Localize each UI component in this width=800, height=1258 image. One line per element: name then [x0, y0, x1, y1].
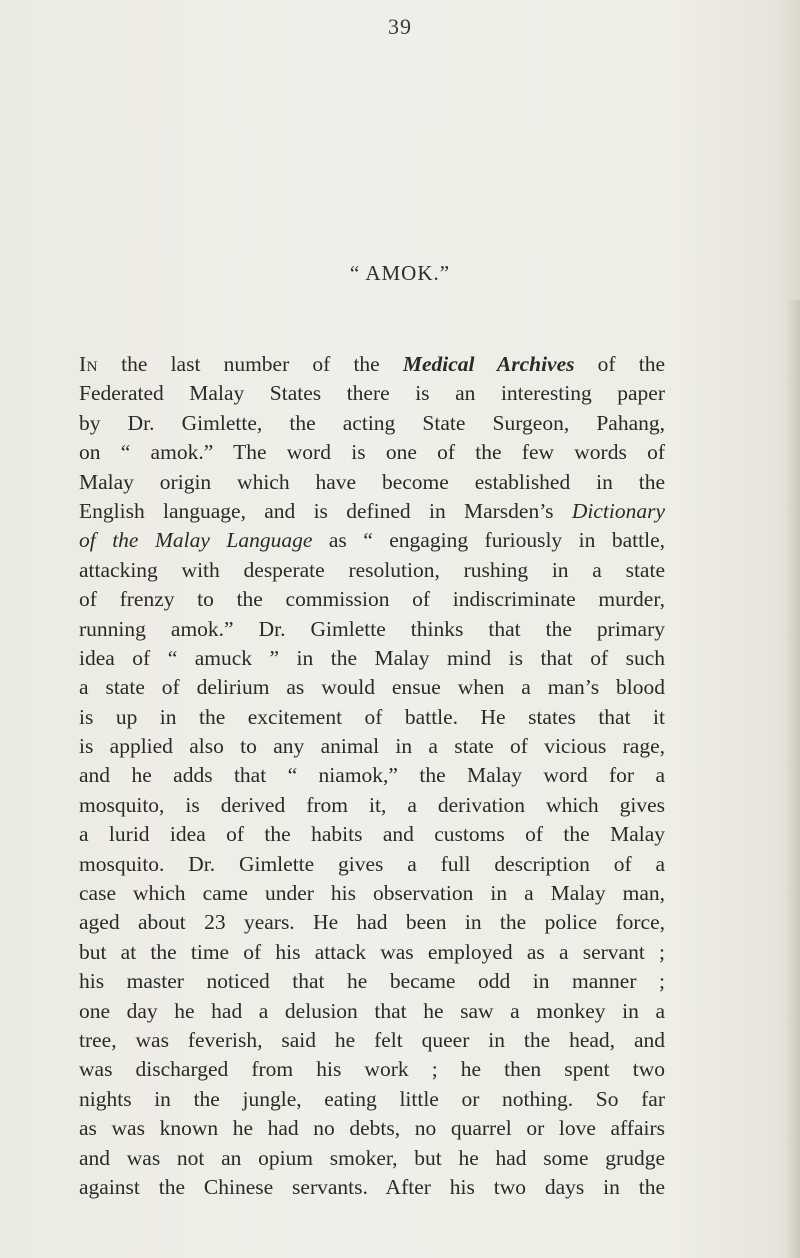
text-line	[79, 761, 665, 790]
text-run: running amok.” Dr. Gimlette thinks that the primary	[79, 616, 665, 641]
text-line	[79, 938, 665, 967]
text-line	[79, 468, 665, 497]
text-line	[79, 526, 665, 555]
text-run: idea of “ amuck ” in the Malay mind is that of such	[79, 645, 665, 670]
text-run: Federated Malay States there is an interesting paper	[79, 381, 665, 406]
text-line	[79, 585, 665, 614]
article-title: “ AMOK.”	[349, 261, 451, 285]
text-line	[79, 409, 665, 438]
text-line	[79, 1114, 665, 1143]
text-line	[79, 908, 665, 937]
text-line	[79, 1055, 665, 1084]
text-run: against the Chinese servants. After his two days in the	[79, 1174, 665, 1199]
text-run: on “ amok.” The word is one of the few words of	[79, 440, 665, 465]
text-run: English language, and is defined in Marsden’s	[79, 498, 572, 523]
text-run: by Dr. Gimlette, the acting State Surgeon, Pahang,	[79, 410, 665, 435]
text-line	[79, 703, 665, 732]
text-line	[79, 497, 665, 526]
text-run: a state of delirium as would ensue when a man’s blood	[79, 675, 665, 700]
text-line	[79, 1173, 665, 1202]
text-run: tree, was feverish, said he felt queer in the head, and	[79, 1027, 665, 1052]
text-run: Medical Archives	[402, 352, 575, 376]
text-line	[79, 997, 665, 1026]
text-run: Malay origin which have become established in the	[79, 469, 665, 494]
text-run: is up in the excitement of battle. He states that it	[79, 704, 665, 729]
text-line	[79, 850, 665, 879]
text-run: case which came under his observation in a Malay man,	[79, 881, 665, 906]
text-run: mosquito, is derived from it, a derivation which gives	[79, 792, 665, 817]
text-run: a lurid idea of the habits and customs of the Malay	[79, 822, 665, 847]
text-run: attacking with desperate resolution, rushing in a state	[79, 557, 665, 582]
text-run: but at the time of his attack was employed as a servant ;	[79, 939, 665, 964]
text-line	[79, 1144, 665, 1173]
text-line	[79, 556, 665, 585]
page-number: 39	[388, 14, 412, 39]
text-line	[79, 791, 665, 820]
text-run: as was known he had no debts, no quarrel or love affairs	[79, 1116, 665, 1141]
text-line	[79, 1085, 665, 1114]
text-line	[79, 967, 665, 996]
text-run: nights in the jungle, eating little or nothing. So far	[79, 1086, 665, 1111]
text-run: of frenzy to the commission of indiscriminate murder,	[79, 587, 665, 612]
article-body	[79, 350, 665, 1202]
text-run: as “ engaging furiously in battle,	[312, 528, 665, 553]
text-line	[79, 1026, 665, 1055]
text-run: his master noticed that he became odd in manner ;	[79, 969, 665, 994]
text-line	[79, 615, 665, 644]
page-edge-shadow	[786, 300, 800, 1258]
text-run: Dictionary	[571, 498, 665, 523]
text-line	[79, 732, 665, 761]
text-run: one day he had a delusion that he saw a monkey in a	[79, 998, 665, 1023]
text-run: and was not an opium smoker, but he had some grudge	[79, 1145, 665, 1170]
text-line	[79, 820, 665, 849]
text-line	[79, 438, 665, 467]
text-run: of the Malay Language	[79, 528, 313, 553]
text-run: In	[79, 352, 98, 376]
text-run: and he adds that “ niamok,” the Malay word for a	[79, 763, 665, 788]
text-run: of the	[574, 352, 665, 376]
text-line	[79, 644, 665, 673]
text-line	[79, 379, 665, 408]
text-run: aged about 23 years. He had been in the police force,	[79, 910, 665, 935]
text-run: is applied also to any animal in a state of vicious rage,	[79, 734, 665, 759]
text-run: was discharged from his work ; he then spent two	[79, 1057, 665, 1082]
text-run: mosquito. Dr. Gimlette gives a full description of a	[79, 851, 665, 876]
text-line	[79, 673, 665, 702]
text-line	[79, 879, 665, 908]
text-run: the last number of the	[98, 352, 403, 376]
text-line	[79, 350, 665, 379]
